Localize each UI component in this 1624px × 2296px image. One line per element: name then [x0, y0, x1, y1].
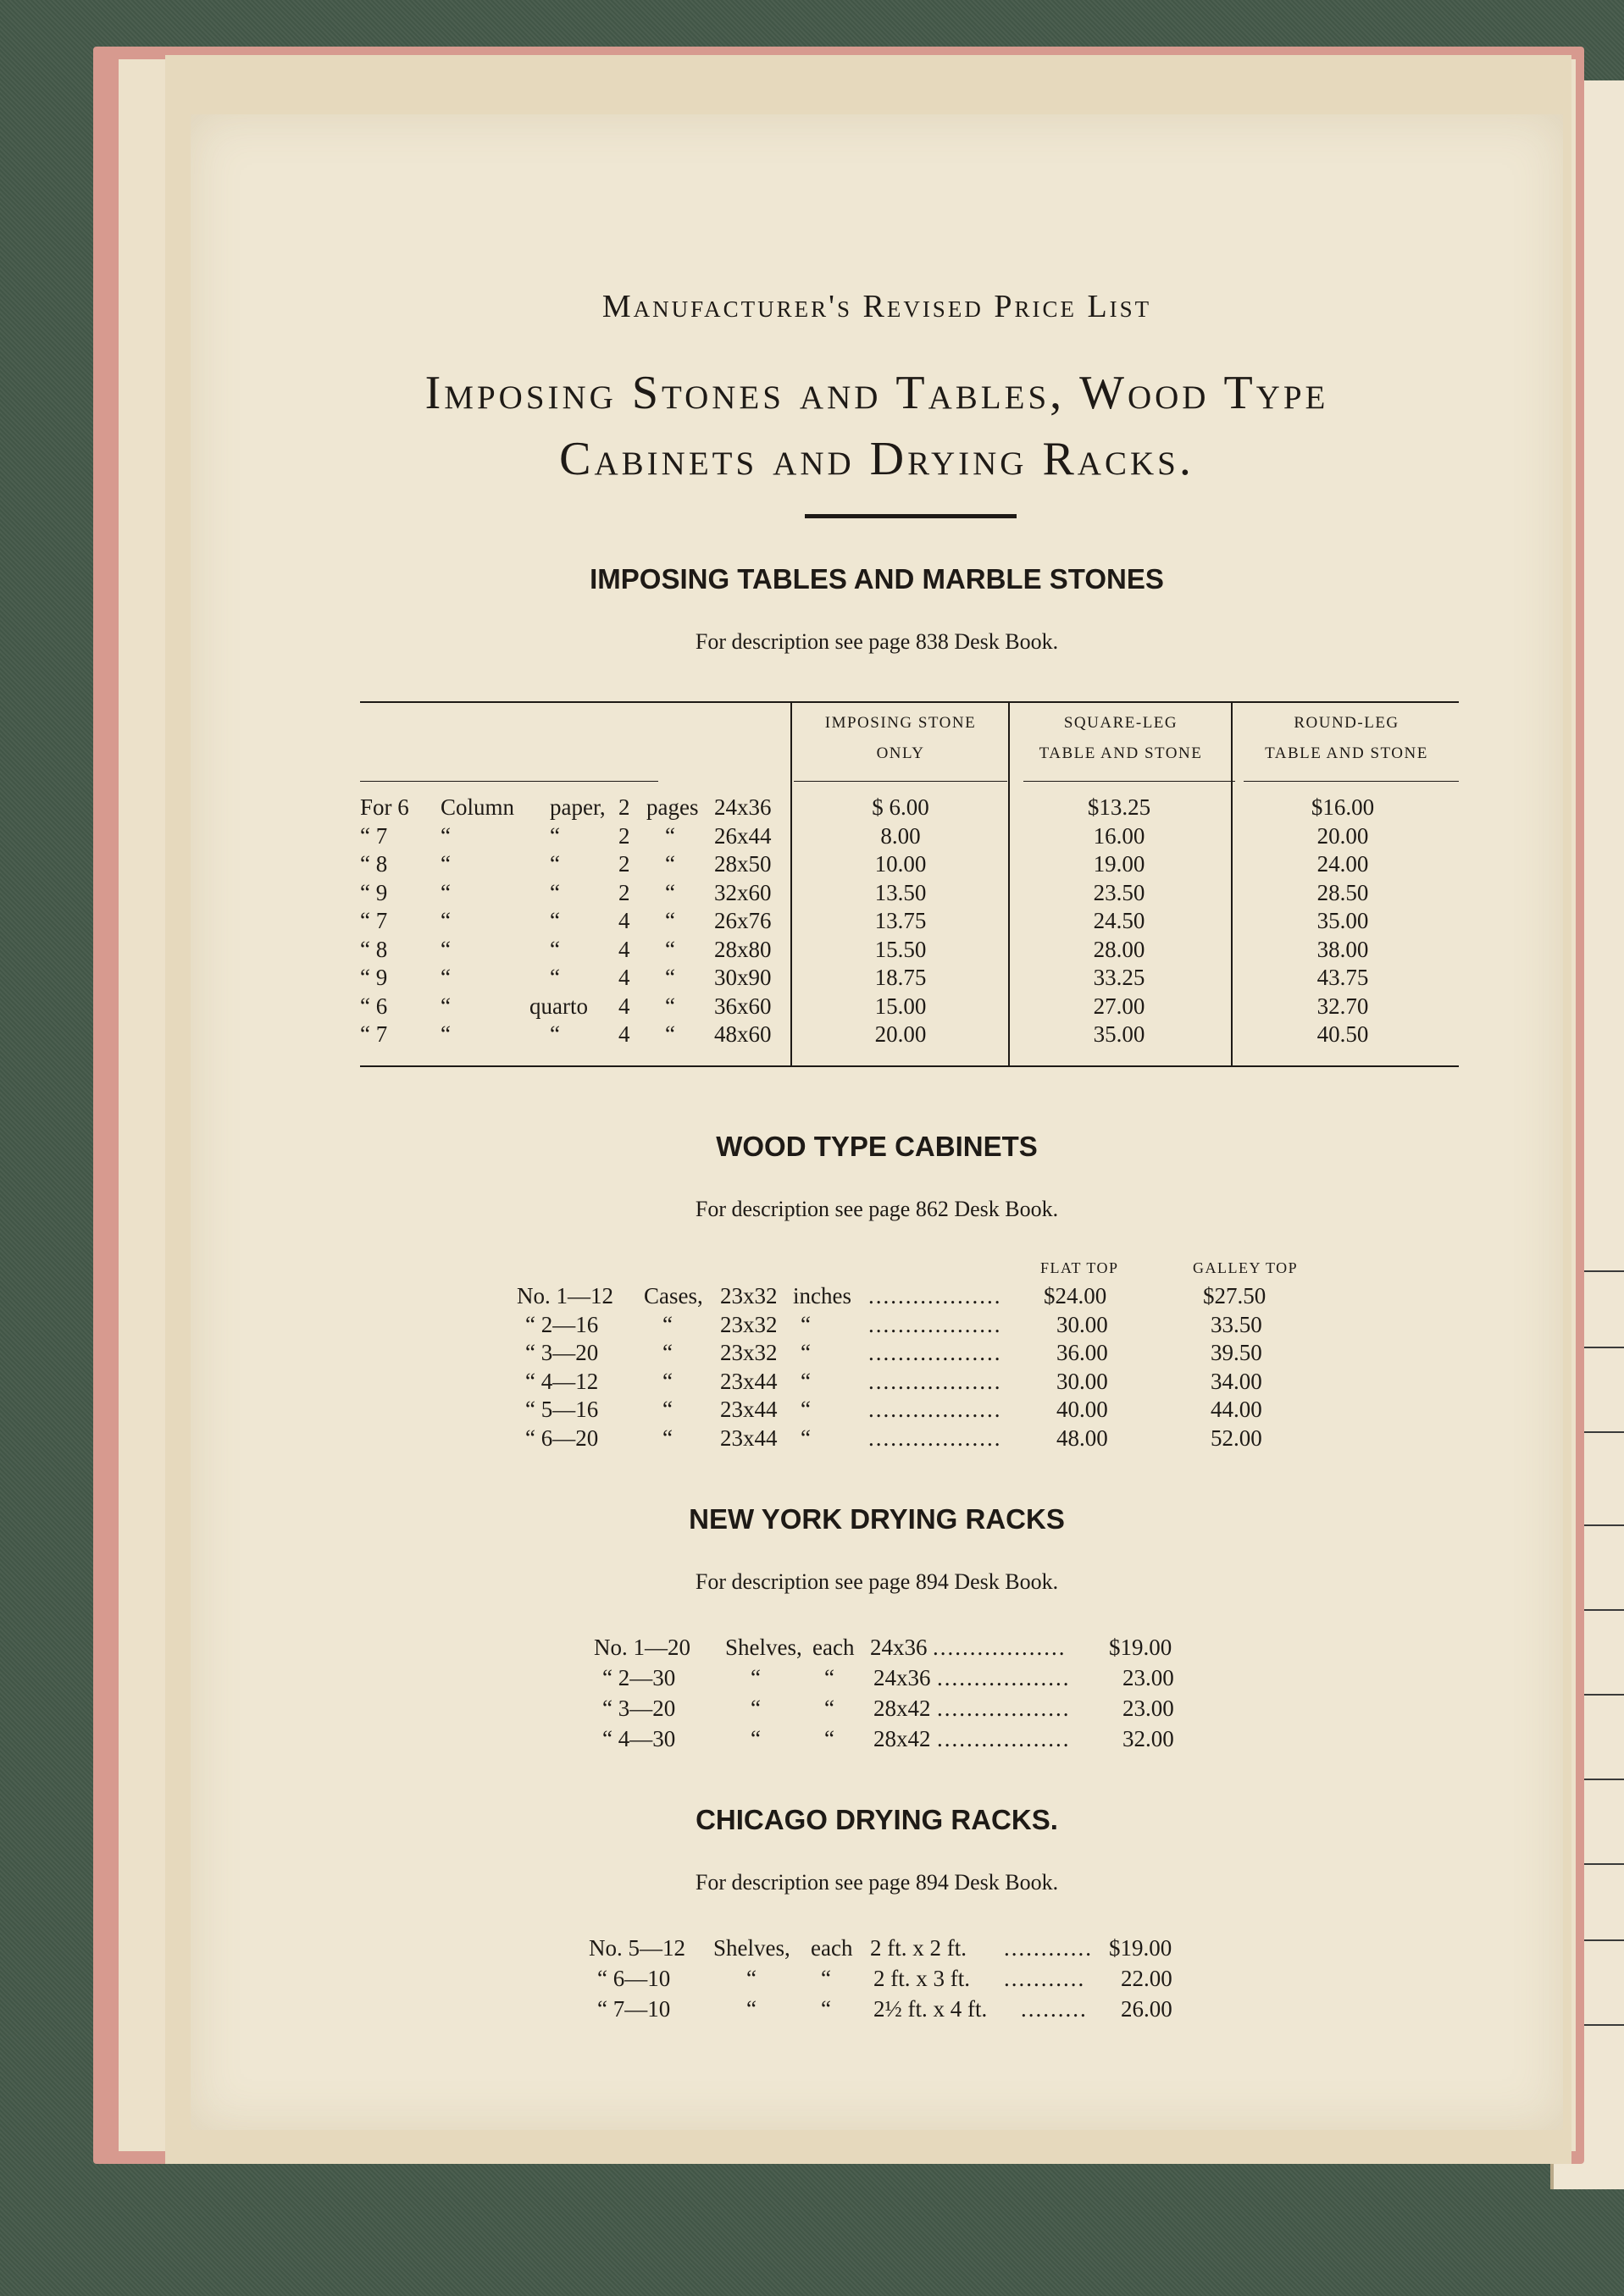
rack-price: 23.00 — [1122, 1665, 1174, 1690]
table-row — [517, 1425, 1279, 1453]
page-title-line2: Cabinets and Drying Racks. — [559, 433, 1194, 485]
row-size: 32x60 — [714, 879, 772, 905]
row-paper: “ — [550, 908, 560, 933]
rack-size: 2½ ft. x 4 ft. — [873, 1996, 988, 2022]
table-header-rule — [1244, 781, 1459, 782]
leader-dots: .................. — [868, 1283, 1002, 1308]
row-pages-count: 2 — [618, 851, 630, 877]
cabinet-number: “ 4—12 — [525, 1368, 599, 1394]
chicago-description: For description see page 894 Desk Book. — [695, 1870, 1059, 1895]
rack-size: 2 ft. x 3 ft. — [873, 1966, 970, 1991]
table-row — [360, 880, 1459, 908]
price-stone: 15.50 — [874, 936, 927, 962]
row-pages-count: 4 — [618, 936, 630, 962]
row-size: 48x60 — [714, 1021, 772, 1047]
col-head-line: TABLE AND STONE — [1039, 744, 1203, 762]
price-flat-top: $24.00 — [1044, 1283, 1107, 1308]
row-paper: “ — [550, 1021, 560, 1047]
ny-description: For description see page 894 Desk Book. — [695, 1569, 1059, 1594]
price-flat-top: 48.00 — [1056, 1425, 1108, 1451]
col-head-line: TABLE AND STONE — [1265, 744, 1428, 762]
price-galley-top: 44.00 — [1211, 1397, 1262, 1422]
price-square-leg: 23.50 — [1093, 879, 1145, 905]
cabinet-cases: “ — [662, 1340, 673, 1365]
row-label: For 6 — [360, 794, 409, 820]
row-paper: “ — [550, 965, 560, 990]
table-row — [589, 1935, 1283, 1963]
table-row — [360, 908, 1459, 936]
price-galley-top: 52.00 — [1211, 1425, 1262, 1451]
row-pages-count: 4 — [618, 908, 630, 933]
cabinet-size: 23x44 — [720, 1397, 778, 1422]
row-pages: “ — [665, 851, 675, 877]
table-bottom-rule — [360, 1065, 1459, 1067]
table-row — [360, 851, 1459, 879]
row-label: “ 8 — [360, 936, 388, 962]
rack-each: each — [811, 1935, 853, 1961]
table-row — [517, 1369, 1279, 1397]
rack-shelves: Shelves, — [725, 1635, 802, 1660]
cabinet-cases: Cases, — [644, 1283, 703, 1308]
page-title-line1: Imposing Stones and Tables, Wood Type — [424, 367, 1329, 419]
leader-dots: ........... — [1004, 1966, 1086, 1991]
row-pages: “ — [665, 1021, 675, 1047]
rack-price: 23.00 — [1122, 1696, 1174, 1721]
row-size: 28x80 — [714, 936, 772, 962]
row-column: “ — [441, 879, 451, 905]
col-head-round — [1234, 708, 1459, 769]
rack-shelves: Shelves, — [713, 1935, 790, 1961]
cabinet-number: “ 5—16 — [525, 1397, 599, 1422]
catalog-page — [191, 114, 1563, 2130]
table-row — [517, 1340, 1279, 1368]
price-stone: 13.75 — [874, 908, 927, 933]
rack-each: “ — [824, 1665, 834, 1690]
leader-dots: .................. — [937, 1726, 1071, 1751]
row-column: Column — [441, 794, 515, 820]
page-title — [191, 360, 1563, 492]
rack-number: No. 5—12 — [589, 1935, 685, 1961]
imposing-title: IMPOSING TABLES AND MARBLE STONES — [590, 563, 1164, 595]
price-square-leg: 35.00 — [1093, 1021, 1145, 1047]
rack-price: 26.00 — [1121, 1996, 1172, 2022]
price-square-leg: $13.25 — [1087, 794, 1151, 820]
row-pages: “ — [665, 822, 675, 849]
rack-price: $19.00 — [1109, 1935, 1172, 1961]
flat-top-head: FLAT TOP — [1040, 1259, 1119, 1276]
cabinet-number: No. 1—12 — [517, 1283, 613, 1308]
rack-each: “ — [824, 1696, 834, 1721]
rack-price: $19.00 — [1109, 1635, 1172, 1660]
row-pages-count: 4 — [618, 993, 630, 1019]
cabinet-cases: “ — [662, 1311, 673, 1337]
cabinet-size: 23x32 — [720, 1340, 778, 1365]
rack-size: 24x36 — [870, 1635, 928, 1660]
price-round-leg: 28.50 — [1316, 879, 1369, 905]
price-flat-top: 30.00 — [1056, 1311, 1108, 1337]
price-stone: 10.00 — [874, 851, 927, 877]
row-paper: paper, — [550, 794, 606, 820]
cabinet-number: “ 6—20 — [525, 1425, 599, 1451]
col-head-line: ONLY — [876, 744, 925, 762]
price-round-leg: 38.00 — [1316, 936, 1369, 962]
cabinet-unit: “ — [801, 1397, 811, 1422]
imposing-table — [360, 701, 1459, 1067]
table-row — [594, 1726, 1272, 1754]
cabinet-cases: “ — [662, 1397, 673, 1422]
rack-size: 2 ft. x 2 ft. — [870, 1935, 967, 1961]
table-row — [360, 1021, 1459, 1049]
price-stone: 20.00 — [874, 1021, 927, 1047]
price-square-leg: 19.00 — [1093, 851, 1145, 877]
price-stone: $ 6.00 — [872, 794, 929, 820]
table-row — [360, 794, 1459, 822]
cabinet-number: “ 2—16 — [525, 1311, 599, 1337]
row-size: 36x60 — [714, 993, 772, 1019]
table-header-rule — [360, 781, 658, 782]
leader-dots: .................. — [868, 1340, 1002, 1365]
table-row — [517, 1312, 1279, 1340]
leader-dots: .................. — [937, 1665, 1071, 1690]
row-column: “ — [441, 965, 451, 990]
row-label: “ 7 — [360, 908, 388, 933]
price-round-leg: $16.00 — [1311, 794, 1375, 820]
leader-dots: .................. — [933, 1635, 1067, 1660]
rack-number: “ 2—30 — [602, 1665, 676, 1690]
rack-shelves: “ — [746, 1996, 757, 2022]
rack-size: 24x36 — [873, 1665, 931, 1690]
table-row — [594, 1635, 1272, 1663]
row-size: 28x50 — [714, 851, 772, 877]
leader-dots: .................. — [937, 1696, 1071, 1721]
cabinet-unit: “ — [801, 1425, 811, 1451]
table-header-rule — [1023, 781, 1235, 782]
rack-each: “ — [821, 1966, 831, 1991]
table-row — [360, 937, 1459, 965]
row-column: “ — [441, 908, 451, 933]
row-pages-count: 4 — [618, 965, 630, 990]
row-column: “ — [441, 1021, 451, 1047]
rack-shelves: “ — [751, 1665, 761, 1690]
price-flat-top: 36.00 — [1056, 1340, 1108, 1365]
rack-size: 28x42 — [873, 1726, 931, 1751]
table-top-rule — [360, 701, 1459, 703]
row-label: “ 6 — [360, 993, 388, 1019]
row-paper: “ — [550, 851, 560, 877]
rack-number: “ 3—20 — [602, 1696, 676, 1721]
price-round-leg: 40.50 — [1316, 1021, 1369, 1047]
row-pages: pages — [646, 794, 699, 820]
row-pages: “ — [665, 908, 675, 933]
price-round-leg: 24.00 — [1316, 851, 1369, 877]
row-pages-count: 2 — [618, 822, 630, 849]
rack-number: “ 6—10 — [597, 1966, 671, 1991]
row-label: “ 9 — [360, 965, 388, 990]
leader-dots: .................. — [868, 1311, 1002, 1337]
chicago-title: CHICAGO DRYING RACKS. — [696, 1804, 1058, 1835]
cabinet-cases: “ — [662, 1368, 673, 1394]
row-size: 24x36 — [714, 794, 772, 820]
row-size: 26x44 — [714, 822, 772, 849]
row-paper: “ — [550, 936, 560, 962]
cabinet-unit: “ — [801, 1340, 811, 1365]
price-square-leg: 27.00 — [1093, 993, 1145, 1019]
row-pages-count: 4 — [618, 1021, 630, 1047]
row-column: “ — [441, 822, 451, 849]
cabinet-unit: “ — [801, 1368, 811, 1394]
col-head-line: IMPOSING STONE — [824, 714, 977, 732]
price-galley-top: 39.50 — [1211, 1340, 1262, 1365]
cabinet-size: 23x44 — [720, 1425, 778, 1451]
col-head-stone — [794, 708, 1007, 769]
row-label: “ 8 — [360, 851, 388, 877]
price-square-leg: 24.50 — [1093, 908, 1145, 933]
leader-dots: .................. — [868, 1425, 1002, 1451]
row-size: 26x76 — [714, 908, 772, 933]
table-row — [360, 965, 1459, 993]
price-round-leg: 32.70 — [1316, 993, 1369, 1019]
table-row — [360, 993, 1459, 1021]
imposing-description: For description see page 838 Desk Book. — [695, 629, 1059, 654]
row-pages: “ — [665, 993, 675, 1019]
price-round-leg: 35.00 — [1316, 908, 1369, 933]
cabinet-size: 23x44 — [720, 1368, 778, 1394]
wood-description: For description see page 862 Desk Book. — [695, 1197, 1059, 1221]
rack-number: “ 7—10 — [597, 1996, 671, 2022]
price-square-leg: 28.00 — [1093, 936, 1145, 962]
row-pages: “ — [665, 936, 675, 962]
price-stone: 8.00 — [880, 822, 921, 849]
rack-each: each — [812, 1635, 855, 1660]
rack-price: 22.00 — [1121, 1966, 1172, 1991]
price-stone: 15.00 — [874, 993, 927, 1019]
cabinet-unit: “ — [801, 1311, 811, 1337]
cabinet-size: 23x32 — [720, 1283, 778, 1308]
price-round-leg: 20.00 — [1316, 822, 1369, 849]
rack-shelves: “ — [746, 1966, 757, 1991]
row-pages-count: 2 — [618, 879, 630, 905]
row-size: 30x90 — [714, 965, 772, 990]
table-row — [589, 1996, 1283, 2024]
row-label: “ 7 — [360, 1021, 388, 1047]
price-square-leg: 16.00 — [1093, 822, 1145, 849]
rack-shelves: “ — [751, 1726, 761, 1751]
row-column: “ — [441, 993, 451, 1019]
leader-dots: ......... — [1021, 1996, 1088, 2022]
col-head-line: SQUARE-LEG — [1063, 714, 1178, 732]
leader-dots: .................. — [868, 1397, 1002, 1422]
col-head-square — [1012, 708, 1230, 769]
table-row — [594, 1696, 1272, 1723]
price-galley-top: 33.50 — [1211, 1311, 1262, 1337]
price-galley-top: 34.00 — [1211, 1368, 1262, 1394]
row-label: “ 9 — [360, 879, 388, 905]
leader-dots: .................. — [868, 1368, 1002, 1394]
galley-top-head: GALLEY TOP — [1193, 1259, 1299, 1276]
table-row — [517, 1397, 1279, 1425]
rack-shelves: “ — [751, 1696, 761, 1721]
table-header-rule — [794, 781, 1007, 782]
row-pages-count: 2 — [618, 794, 630, 820]
cabinet-unit: inches — [793, 1283, 851, 1308]
price-flat-top: 40.00 — [1056, 1397, 1108, 1422]
row-label: “ 7 — [360, 822, 388, 849]
price-round-leg: 43.75 — [1316, 965, 1369, 990]
rack-number: “ 4—30 — [602, 1726, 676, 1751]
rack-size: 28x42 — [873, 1696, 931, 1721]
price-flat-top: 30.00 — [1056, 1368, 1108, 1394]
row-column: “ — [441, 851, 451, 877]
cabinet-number: “ 3—20 — [525, 1340, 599, 1365]
page-header: Manufacturer's Revised Price List — [601, 289, 1152, 324]
table-row — [360, 823, 1459, 851]
col-head-line: ROUND-LEG — [1294, 714, 1400, 732]
table-row — [594, 1665, 1272, 1693]
rack-each: “ — [821, 1996, 831, 2022]
table-row — [517, 1283, 1279, 1311]
cabinet-cases: “ — [662, 1425, 673, 1451]
ny-title: NEW YORK DRYING RACKS — [689, 1503, 1065, 1535]
price-square-leg: 33.25 — [1093, 965, 1145, 990]
table-row — [589, 1966, 1283, 1994]
price-galley-top: $27.50 — [1203, 1283, 1266, 1308]
rack-number: No. 1—20 — [594, 1635, 690, 1660]
row-column: “ — [441, 936, 451, 962]
leader-dots: ............ — [1004, 1935, 1093, 1961]
wood-title: WOOD TYPE CABINETS — [716, 1131, 1038, 1162]
row-pages: “ — [665, 965, 675, 990]
title-rule — [805, 514, 1017, 518]
row-paper: quarto — [529, 993, 588, 1019]
price-stone: 18.75 — [874, 965, 927, 990]
rack-each: “ — [824, 1726, 834, 1751]
rack-price: 32.00 — [1122, 1726, 1174, 1751]
row-paper: “ — [550, 822, 560, 849]
cabinet-size: 23x32 — [720, 1311, 778, 1337]
row-pages: “ — [665, 879, 675, 905]
row-paper: “ — [550, 879, 560, 905]
price-stone: 13.50 — [874, 879, 927, 905]
